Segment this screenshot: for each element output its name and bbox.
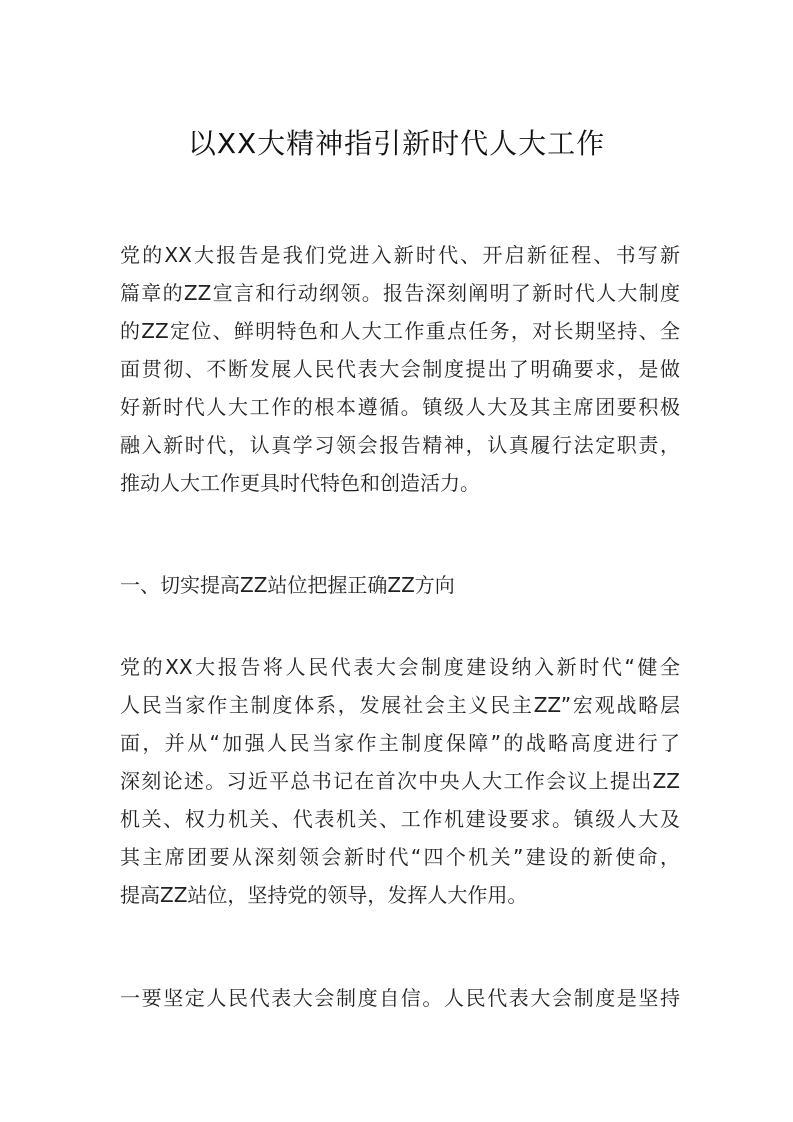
paragraph-1-line-1: 党的XX大报告是我们党进入新时代、开启新征程、书写新 [120, 243, 680, 267]
paragraph-2-line-3: 面，并从“加强人民当家作主制度保障”的战略高度进行了 [120, 731, 680, 755]
paragraph-2-line-7: 提高ZZ站位，坚持党的领导，发挥人大作用。 [120, 883, 528, 907]
document-title: 以XX大精神指引新时代人大工作 [187, 127, 606, 160]
paragraph-2-line-6: 其主席团要从深刻领会新时代“四个机关”建设的新使命， [120, 845, 680, 869]
paragraph-2-line-1: 党的XX大报告将人民代表大会制度建设纳入新时代“健全 [120, 655, 680, 679]
paragraph-2-line-4: 深刻论述。习近平总书记在首次中央人大工作会议上提出ZZ [120, 769, 680, 793]
section-heading-1: 一、切实提高ZZ站位把握正确ZZ方向 [120, 573, 455, 597]
paragraph-2-line-5: 机关、权力机关、代表机关、工作机建设要求。镇级人大及 [120, 807, 680, 831]
paragraph-2-line-2: 人民当家作主制度体系，发展社会主义民主ZZ”宏观战略层 [120, 693, 680, 717]
paragraph-1-line-3: 的ZZ定位、鲜明特色和人大工作重点任务，对长期坚持、全 [120, 319, 680, 343]
paragraph-1-line-6: 融入新时代，认真学习领会报告精神，认真履行法定职责， [120, 433, 680, 457]
paragraph-1-line-5: 好新时代人大工作的根本遵循。镇级人大及其主席团要积极 [120, 395, 680, 419]
paragraph-1-line-4: 面贯彻、不断发展人民代表大会制度提出了明确要求，是做 [120, 357, 680, 381]
paragraph-1-line-2: 篇章的ZZ宣言和行动纲领。报告深刻阐明了新时代人大制度 [120, 281, 680, 305]
paragraph-1-line-7: 推动人大工作更具时代特色和创造活力。 [120, 471, 480, 495]
paragraph-3-line-1: 一要坚定人民代表大会制度自信。人民代表大会制度是坚持 [120, 986, 680, 1010]
